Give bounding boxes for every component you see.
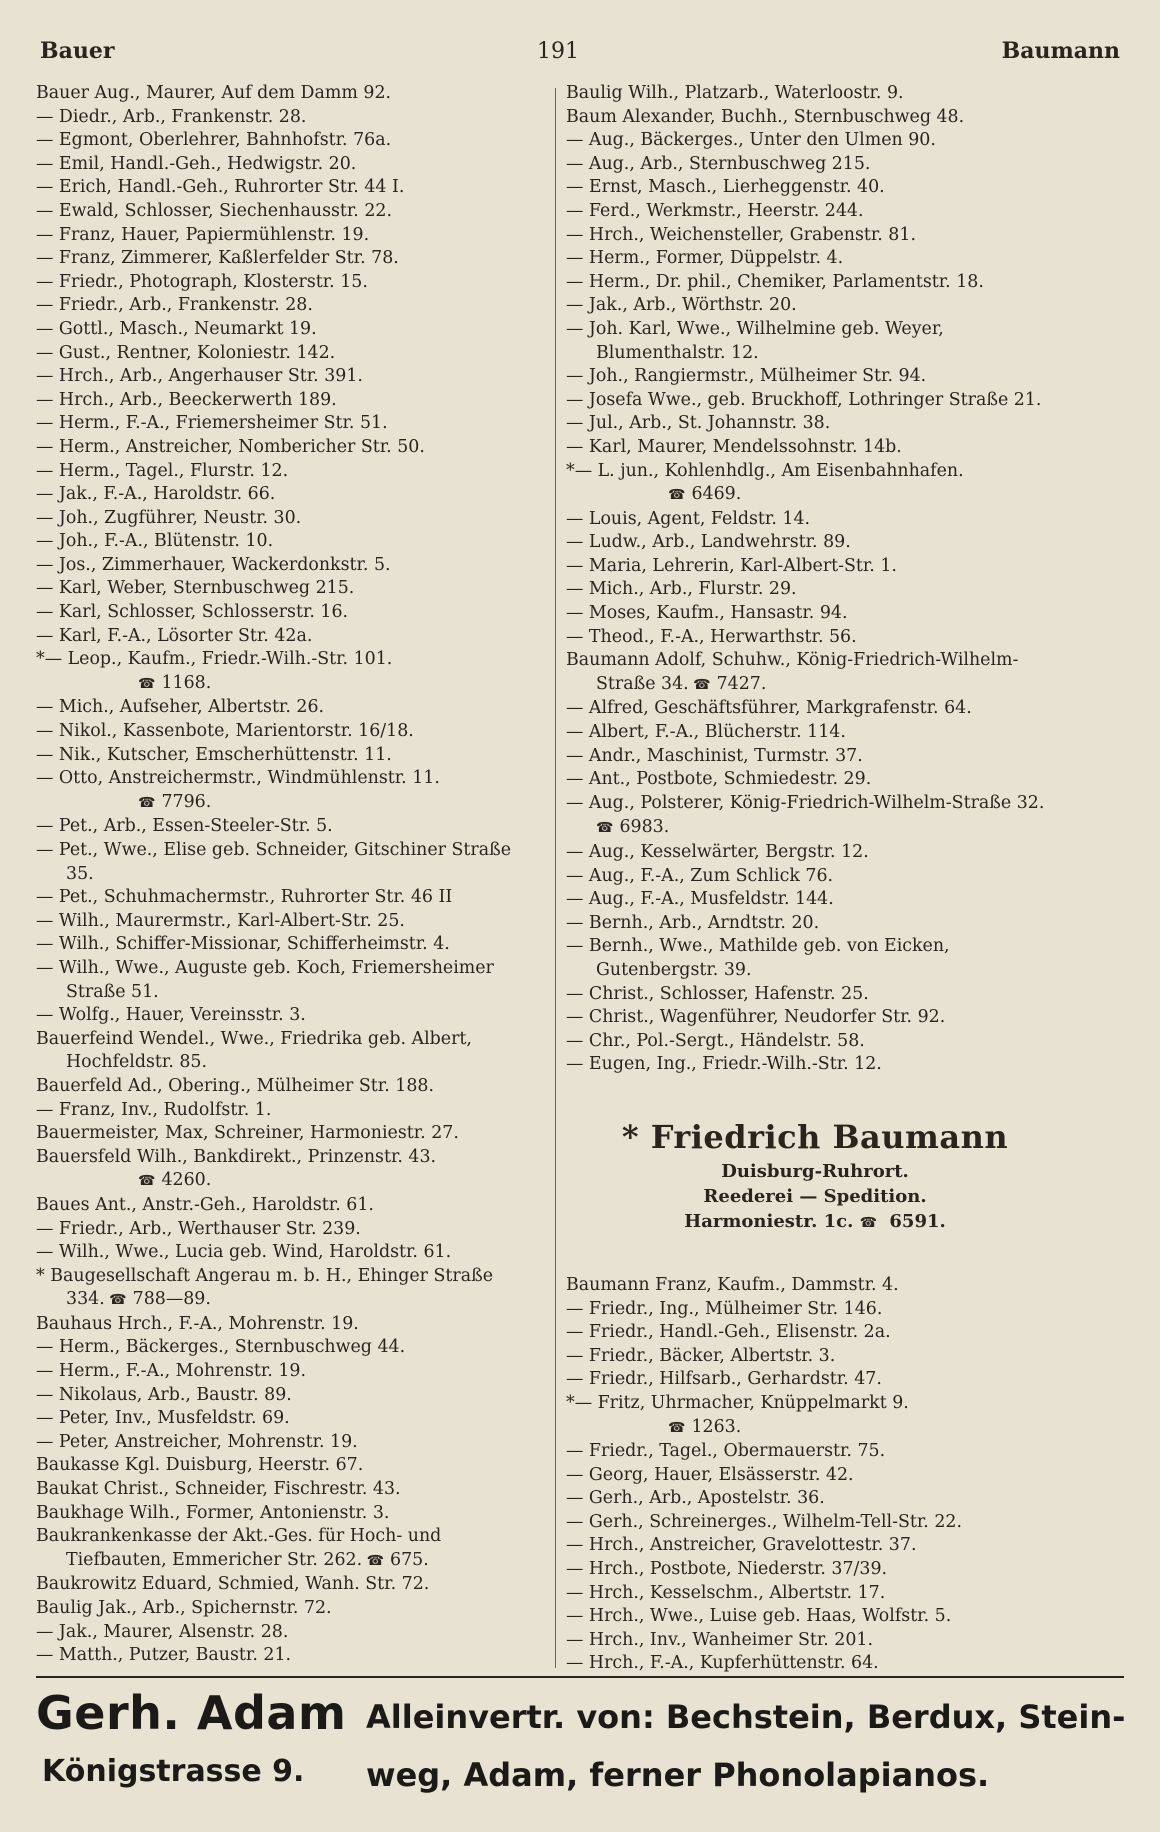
directory-entry [566, 1345, 1064, 1369]
directory-entry [566, 153, 1064, 177]
directory-entry [36, 436, 534, 460]
entry-text: — Josefa Wwe., geb. Bruckhoff, Lothringer Straße 21. [566, 389, 1042, 410]
entry-text: — Wilh., Maurermstr., Karl-Albert-Str. 25. [36, 910, 405, 931]
directory-entry [36, 554, 534, 578]
directory-entry [36, 200, 534, 224]
directory-entry [36, 82, 534, 106]
entry-text: — Joh., Zugführer, Neustr. 30. [36, 507, 302, 528]
entry-text: — Joh., Rangiermstr., Mülheimer Str. 94. [566, 366, 927, 387]
entry-text: — Albert, F.-A., Blücherstr. 114. [566, 722, 846, 743]
directory-entry [36, 176, 534, 200]
directory-entry [566, 578, 1064, 602]
entry-text: — Peter, Inv., Musfeldstr. 69. [36, 1408, 290, 1429]
telephone-icon: ☎ [688, 676, 711, 693]
entry-text: — Friedr., Tagel., Obermauerstr. 75. [566, 1441, 886, 1462]
entry-text: — Wolfg., Hauer, Vereinsstr. 3. [36, 1005, 306, 1026]
directory-entry [566, 1582, 1064, 1606]
directory-entry [36, 1573, 534, 1597]
entry-text: — Louis, Agent, Feldstr. 14. [566, 508, 811, 529]
directory-entry [566, 1558, 1064, 1582]
footer-rule [36, 1676, 1124, 1678]
directory-entry [566, 1440, 1064, 1464]
entry-text: — Friedr., Bäcker, Albertstr. 3. [566, 1345, 836, 1366]
entry-text: Baulig Jak., Arb., Spichernstr. 72. [36, 1598, 332, 1618]
directory-entry [566, 176, 1064, 200]
right-column-top [566, 82, 1064, 1077]
directory-entry [36, 1384, 534, 1408]
entry-text: Baukrankenkasse der Akt.-Ges. für Hoch- und Tiefbauten, Emmericher Str. 262. [36, 1526, 442, 1570]
entry-text: Baukasse Kgl. Duisburg, Heerstr. 67. [36, 1455, 364, 1476]
telephone-icon: ☎ [138, 794, 156, 811]
entry-text: — Jak., Maurer, Alsenstr. 28. [36, 1621, 289, 1642]
directory-entry [566, 1298, 1064, 1322]
directory-entry [566, 1274, 1064, 1298]
directory-entry [36, 1502, 534, 1526]
entry-text: — Hrch., Arb., Angerhauser Str. 391. [36, 366, 363, 387]
entry-text: — Aug., Arb., Sternbuschweg 215. [566, 153, 871, 174]
directory-entry [36, 1099, 534, 1123]
entry-text: — Hrch., F.-A., Kupferhüttenstr. 64. [566, 1653, 879, 1674]
directory-entry [566, 935, 1064, 982]
footer-text [366, 1688, 1125, 1804]
directory-entry [36, 577, 534, 601]
directory-entry [36, 625, 534, 649]
directory-entry [566, 1368, 1064, 1392]
entry-text: Bauhaus Hrch., F.-A., Mohrenstr. 19. [36, 1313, 359, 1334]
entry-text: — Friedr., Arb., Frankenstr. 28. [36, 295, 313, 316]
column-divider [555, 88, 556, 1668]
entry-text: — Herm., Tagel., Flurstr. 12. [36, 460, 289, 481]
directory-entry [566, 1006, 1064, 1030]
telephone-icon: ☎ [668, 1419, 686, 1436]
directory-entry [36, 129, 534, 153]
directory-entry [36, 342, 534, 366]
directory-entry [566, 1652, 1064, 1676]
header-left-word: Bauer [40, 38, 115, 64]
entry-text: — Friedr., Photograph, Klosterstr. 15. [36, 271, 368, 292]
entry-text: — Chr., Pol.-Sergt., Händelstr. 58. [566, 1030, 865, 1051]
entry-text: — Nikol., Kassenbote, Marientorstr. 16/18. [36, 721, 414, 742]
directory-entry [36, 910, 534, 934]
entry-text: — Hrch., Kesselschm., Albertstr. 17. [566, 1582, 886, 1603]
directory-entry [36, 460, 534, 484]
directory-entry [36, 1241, 534, 1265]
entry-text: — Aug., F.-A., Zum Schlick 76. [566, 865, 834, 886]
directory-entry [36, 224, 534, 248]
entry-text: — Otto, Anstreichermstr., Windmühlenstr. 11. [36, 768, 440, 789]
directory-entry [36, 1431, 534, 1455]
header-right-word: Baumann [1001, 38, 1120, 64]
footer-company-name: Gerh. Adam [36, 1686, 347, 1740]
directory-entry [566, 626, 1064, 650]
ad-address-line [566, 1209, 1064, 1236]
telephone-line [66, 791, 534, 816]
directory-entry [36, 1478, 534, 1502]
directory-entry [566, 768, 1064, 792]
entry-text: * Baugesellschaft Angerau m. b. H., Ehinger Straße 334. [36, 1265, 494, 1310]
directory-entry [566, 294, 1064, 318]
entry-text: Bauerfeind Wendel., Wwe., Friedrika geb. Albert, Hochfeldstr. 85. [36, 1028, 472, 1073]
directory-entry [566, 436, 1064, 460]
entry-text: — Friedr., Hilfsarb., Gerhardstr. 47. [566, 1369, 882, 1390]
directory-entry [566, 247, 1064, 271]
entry-text: — Wilh., Schiffer-Missionar, Schifferheimstr. 4. [36, 934, 450, 955]
entry-text: — Andr., Maschinist, Turmstr. 37. [566, 745, 863, 766]
telephone-number: 1263. [691, 1416, 742, 1437]
entry-text: — Matth., Putzer, Baustr. 21. [36, 1645, 292, 1666]
directory-entry [36, 1621, 534, 1645]
entry-text: — Franz, Inv., Rudolfstr. 1. [36, 1099, 272, 1120]
entry-text: — Ferd., Werkmstr., Heerstr. 244. [566, 200, 864, 221]
directory-entry [36, 957, 534, 1004]
footer-address: Königstrasse 9. [42, 1754, 305, 1789]
page-number: 191 [537, 39, 580, 64]
entry-text: — Gottl., Masch., Neumarkt 19. [36, 318, 317, 339]
entry-text: — Friedr., Arb., Werthauser Str. 239. [36, 1218, 361, 1239]
entry-text: — Jul., Arb., St. Johannstr. 38. [566, 413, 831, 434]
directory-entry [36, 1028, 534, 1075]
directory-entry [566, 865, 1064, 889]
directory-entry [36, 1407, 534, 1431]
directory-entry [566, 531, 1064, 555]
entry-text: — Nikolaus, Arb., Baustr. 89. [36, 1384, 292, 1405]
directory-entry [566, 1511, 1064, 1535]
directory-entry [36, 1597, 534, 1621]
telephone-number: 7427. [716, 673, 767, 694]
entry-text: — Gerh., Arb., Apostelstr. 36. [566, 1488, 825, 1509]
telephone-icon: ☎ [362, 1552, 385, 1569]
entry-text: — Herm., Bäckerges., Sternbuschweg 44. [36, 1337, 406, 1358]
entry-text: — Hrch., Wwe., Luise geb. Haas, Wolfstr. 5. [566, 1606, 952, 1627]
entry-text: — Ewald, Schlosser, Siechenhausstr. 22. [36, 200, 393, 221]
directory-entry [566, 106, 1064, 130]
directory-entry [36, 1265, 534, 1313]
entry-text: — Aug., Kesselwärter, Bergstr. 12. [566, 842, 869, 862]
telephone-number: 788—89. [132, 1289, 211, 1310]
entry-text: — Gust., Rentner, Koloniestr. 142. [36, 342, 336, 363]
directory-entry [566, 460, 1064, 508]
ad-address: Harmoniestr. 1c. [684, 1210, 854, 1232]
directory-entry [36, 271, 534, 295]
directory-entry [566, 389, 1064, 413]
entry-text: — Erich, Handl.-Geh., Ruhrorter Str. 44 I. [36, 177, 405, 198]
directory-entry [36, 153, 534, 177]
entry-text: — Peter, Anstreicher, Mohrenstr. 19. [36, 1431, 358, 1452]
entry-text: — Christ., Schlosser, Hafenstr. 25. [566, 983, 869, 1004]
directory-entry [36, 696, 534, 720]
entry-text: — Aug., Bäckerges., Unter den Ulmen 90. [566, 130, 936, 151]
directory-entry [36, 412, 534, 436]
directory-entry [36, 507, 534, 531]
telephone-line [66, 1169, 534, 1194]
directory-entry [36, 1004, 534, 1028]
entry-text: Bauer Aug., Maurer, Auf dem Damm 92. [36, 83, 392, 103]
entry-text: — Nik., Kutscher, Emscherhüttenstr. 11. [36, 744, 392, 765]
telephone-line [596, 1416, 1064, 1441]
entry-text: — Wilh., Wwe., Lucia geb. Wind, Haroldstr. 61. [36, 1242, 452, 1263]
directory-entry [566, 721, 1064, 745]
directory-entry [566, 200, 1064, 224]
footer-line-2: weg, Adam, ferner Phonolapianos. [366, 1756, 990, 1794]
directory-entry [36, 530, 534, 554]
directory-entry [36, 720, 534, 744]
running-header [40, 38, 1120, 68]
entry-text: — Alfred, Geschäftsführer, Markgrafenstr. 64. [566, 698, 972, 719]
entry-text: — Hrch., Anstreicher, Gravelottestr. 37. [566, 1535, 917, 1556]
telephone-number: 1168. [161, 672, 212, 693]
ad-services: Reederei — Spedition. [703, 1185, 927, 1207]
telephone-number: 7796. [161, 791, 212, 812]
entry-text: — Friedr., Ing., Mülheimer Str. 146. [566, 1298, 883, 1319]
entry-text: — Herm., F.-A., Mohrenstr. 19. [36, 1361, 306, 1382]
entry-text: — Hrch., Arb., Beeckerwerth 189. [36, 389, 337, 410]
entry-text: — Aug., F.-A., Musfeldstr. 144. [566, 889, 834, 910]
entry-text: *— Leop., Kaufm., Friedr.-Wilh.-Str. 101. [36, 649, 393, 670]
telephone-icon: ☎ [859, 1214, 878, 1231]
telephone-icon: ☎ [668, 487, 686, 504]
entry-text: — Christ., Wagenführer, Neudorfer Str. 92. [566, 1007, 946, 1028]
entry-text: Baumann Franz, Kaufm., Dammstr. 4. [566, 1274, 899, 1295]
entry-text: — Bernh., Arb., Arndtstr. 20. [566, 912, 820, 933]
directory-entry [566, 129, 1064, 153]
directory-entry [36, 1146, 534, 1194]
telephone-icon: ☎ [596, 820, 614, 837]
directory-entry [566, 888, 1064, 912]
directory-entry [36, 1313, 534, 1337]
ad-city: Duisburg-Ruhrort. [721, 1160, 909, 1182]
entry-text: — Mich., Aufseher, Albertstr. 26. [36, 697, 325, 718]
entry-text: — Diedr., Arb., Frankenstr. 28. [36, 106, 307, 127]
footer-advertisement [36, 1686, 1124, 1806]
directory-entry [566, 82, 1064, 106]
entry-text: — Herm., Anstreicher, Nombericher Str. 50. [36, 436, 425, 457]
directory-entry [566, 1053, 1064, 1077]
entry-text: — Ernst, Masch., Lierheggenstr. 40. [566, 177, 885, 198]
entry-text: — Karl, F.-A., Lösorter Str. 42a. [36, 625, 313, 646]
entry-text: Baukat Christ., Schneider, Fischrestr. 43. [36, 1479, 401, 1500]
directory-entry [36, 1075, 534, 1099]
directory-entry [566, 912, 1064, 936]
telephone-number: 4260. [161, 1170, 212, 1191]
directory-entry [566, 697, 1064, 721]
entry-text: — Herm., Former, Düppelstr. 4. [566, 248, 844, 269]
entry-text: — Franz, Hauer, Papiermühlenstr. 19. [36, 224, 370, 245]
entry-text: Baulig Wilh., Platzarb., Waterloostr. 9. [566, 83, 904, 103]
directory-entry [36, 1454, 534, 1478]
directory-entry [566, 1030, 1064, 1054]
directory-entry [36, 294, 534, 318]
directory-entry [566, 271, 1064, 295]
footer-line-1: Alleinvertr. von: Bechstein, Berdux, Stein- [366, 1698, 1126, 1736]
directory-entry [36, 1218, 534, 1242]
entry-text: — Jak., Arb., Wörthstr. 20. [566, 295, 797, 316]
entry-text: Baum Alexander, Buchh., Sternbuschweg 48. [566, 106, 965, 127]
entry-text: *— L. jun., Kohlenhdlg., Am Eisenbahnhafen. [566, 460, 964, 481]
telephone-number: 675. [390, 1549, 429, 1570]
directory-entry [36, 1525, 534, 1573]
directory-entry [36, 483, 534, 507]
entry-text: — Emil, Handl.-Geh., Hedwigstr. 20. [36, 153, 357, 174]
entry-text: Baumann Adolf, Schuhw., König-Friedrich-Wilhelm-Straße 34. [566, 650, 1019, 694]
entry-text: — Hrch., Postbote, Niederstr. 37/39. [566, 1559, 888, 1580]
entry-text: — Aug., Polsterer, König-Friedrich-Wilhelm-Straße 32. [566, 792, 1045, 813]
directory-entry [36, 601, 534, 625]
directory-entry [36, 389, 534, 413]
directory-entry [566, 983, 1064, 1007]
entry-text: — Joh., F.-A., Blütenstr. 10. [36, 531, 274, 552]
entry-text: Baukhage Wilh., Former, Antonienstr. 3. [36, 1502, 390, 1523]
directory-entry [36, 1360, 534, 1384]
directory-entry [566, 745, 1064, 769]
directory-entry [566, 792, 1064, 841]
entry-text: — Bernh., Wwe., Mathilde geb. von Eicken, Gutenbergstr. 39. [566, 936, 950, 980]
ad-telephone: 6591. [889, 1210, 946, 1232]
directory-entry [566, 1629, 1064, 1653]
entry-text: — Joh. Karl, Wwe., Wilhelmine geb. Weyer, Blumenthalstr. 12. [566, 318, 944, 363]
entry-text: — Moses, Kaufm., Hansastr. 94. [566, 603, 848, 624]
entry-text: — Herm., Dr. phil., Chemiker, Parlamentstr. 18. [566, 271, 984, 292]
entry-text: — Karl, Schlosser, Schlosserstr. 16. [36, 602, 349, 623]
entry-text: — Hrch., Weichensteller, Grabenstr. 81. [566, 224, 916, 245]
telephone-number: 6983. [619, 817, 670, 838]
left-column [36, 82, 534, 1668]
telephone-icon: ☎ [138, 675, 156, 692]
directory-entry [566, 224, 1064, 248]
directory-entry [36, 933, 534, 957]
entry-text: — Jos., Zimmerhauer, Wackerdonkstr. 5. [36, 554, 391, 575]
entry-text: — Jak., F.-A., Haroldstr. 66. [36, 484, 276, 505]
directory-entry [566, 318, 1064, 365]
telephone-line [596, 483, 1064, 508]
directory-entry [566, 508, 1064, 532]
entry-text: — Herm., F.-A., Friemersheimer Str. 51. [36, 413, 388, 434]
directory-entry [36, 318, 534, 342]
directory-entry [36, 815, 534, 839]
directory-entry [36, 767, 534, 815]
entry-text: — Friedr., Handl.-Geh., Elisenstr. 2a. [566, 1322, 891, 1343]
entry-text: Bauerfeld Ad., Obering., Mülheimer Str. 188. [36, 1075, 434, 1096]
directory-entry [36, 744, 534, 768]
entry-text: — Wilh., Wwe., Auguste geb. Koch, Friemersheimer Straße 51. [36, 957, 494, 1002]
directory-entry [36, 1194, 534, 1218]
entry-text: — Pet., Wwe., Elise geb. Schneider, Gitschiner Straße 35. [36, 840, 511, 884]
directory-entry [566, 1321, 1064, 1345]
right-column [566, 82, 1064, 1676]
baumann-advertisement [566, 1115, 1064, 1236]
entry-text: — Maria, Lehrerin, Karl-Albert-Str. 1. [566, 555, 897, 576]
entry-text: — Pet., Arb., Essen-Steeler-Str. 5. [36, 816, 333, 837]
directory-entry [566, 841, 1064, 865]
directory-entry [36, 106, 534, 130]
entry-text: — Hrch., Inv., Wanheimer Str. 201. [566, 1629, 874, 1650]
directory-entry [36, 365, 534, 389]
directory-entry [566, 365, 1064, 389]
telephone-line [66, 672, 534, 697]
directory-entry [566, 1392, 1064, 1440]
directory-entry [566, 1605, 1064, 1629]
entry-text: Baues Ant., Anstr.-Geh., Haroldstr. 61. [36, 1194, 374, 1215]
entry-text: Bauermeister, Max, Schreiner, Harmoniestr. 27. [36, 1123, 459, 1144]
directory-entry [566, 1487, 1064, 1511]
directory-entry [566, 649, 1064, 697]
entry-text: — Mich., Arb., Flurstr. 29. [566, 579, 797, 600]
directory-entry [36, 839, 534, 886]
telephone-number: 6469. [691, 484, 742, 505]
entry-text: *— Fritz, Uhrmacher, Knüppelmarkt 9. [566, 1392, 909, 1413]
right-column-bottom [566, 1274, 1064, 1676]
directory-entry [36, 247, 534, 271]
directory-entry [36, 1122, 534, 1146]
directory-entry [36, 648, 534, 696]
entry-text: — Karl, Maurer, Mendelssohnstr. 14b. [566, 436, 902, 457]
directory-entry [36, 1336, 534, 1360]
entry-text: — Georg, Hauer, Elsässerstr. 42. [566, 1464, 854, 1485]
entry-text: — Gerh., Schreinerges., Wilhelm-Tell-Str. 22. [566, 1511, 963, 1532]
directory-entry [566, 412, 1064, 436]
entry-text: — Franz, Zimmerer, Kaßlerfelder Str. 78. [36, 248, 399, 269]
entry-text: — Ant., Postbote, Schmiedestr. 29. [566, 769, 872, 790]
directory-entry [566, 1464, 1064, 1488]
ad-company-name: * Friedrich Baumann [621, 1117, 1009, 1156]
entry-text: — Pet., Schuhmachermstr., Ruhrorter Str. 46 II [36, 887, 453, 908]
entry-text: — Karl, Weber, Sternbuschweg 215. [36, 578, 355, 599]
entry-text: Bauersfeld Wilh., Bankdirekt., Prinzenstr. 43. [36, 1146, 437, 1167]
telephone-icon: ☎ [138, 1173, 156, 1190]
directory-entry [36, 1644, 534, 1668]
entry-text: — Theod., F.-A., Herwarthstr. 56. [566, 626, 857, 647]
entry-text: Baukrowitz Eduard, Schmied, Wanh. Str. 72. [36, 1574, 430, 1595]
entry-text: — Eugen, Ing., Friedr.-Wilh.-Str. 12. [566, 1054, 882, 1075]
telephone-icon: ☎ [104, 1292, 127, 1309]
entry-text: — Ludw., Arb., Landwehrstr. 89. [566, 532, 851, 553]
directory-entry [566, 1534, 1064, 1558]
directory-entry [566, 555, 1064, 579]
directory-entry [566, 602, 1064, 626]
entry-text: — Egmont, Oberlehrer, Bahnhofstr. 76a. [36, 130, 392, 151]
directory-entry [36, 886, 534, 910]
